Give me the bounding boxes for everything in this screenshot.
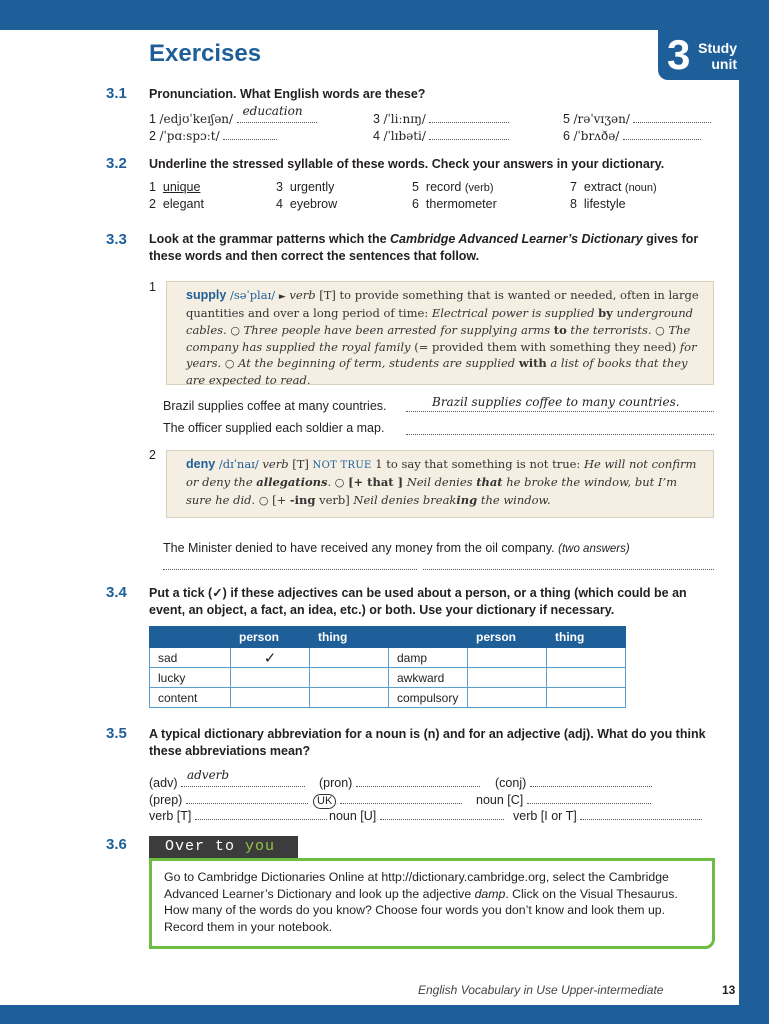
answer-line[interactable] bbox=[423, 556, 714, 570]
handwritten-answer: adverb bbox=[186, 768, 230, 782]
abbrev-item: (prep) bbox=[149, 790, 308, 808]
abbrev-item: (conj) bbox=[495, 773, 652, 791]
tick-cell[interactable] bbox=[231, 688, 310, 708]
exercise-number: 3.1 bbox=[106, 85, 127, 102]
answer-line[interactable] bbox=[380, 806, 504, 820]
bottom-bar bbox=[0, 1005, 769, 1024]
column-header: thing bbox=[547, 627, 626, 648]
over-to-you-heading: Over to you bbox=[149, 836, 298, 858]
pron-item: 2 /ˈpɑːspɔːt/ bbox=[149, 126, 277, 144]
tick-cell[interactable] bbox=[310, 648, 389, 668]
table-row bbox=[150, 688, 626, 708]
answer-line[interactable] bbox=[195, 806, 327, 820]
exercise-number: 3.4 bbox=[106, 584, 127, 601]
pron-item: 3 /ˈliːnɪŋ/ bbox=[373, 109, 509, 127]
dictionary-entry-deny: deny /dɪˈnaɪ/ verb [T] NOT TRUE 1 to say that something is not true: He will not confirm or deny the allegations. ○ [+ that ] Neil denies that he broke the window, but I’m sure he did. ○ [+ -ing verb] Neil denies breaking the window. bbox=[166, 450, 714, 518]
tick-cell[interactable] bbox=[310, 688, 389, 708]
pron-item: 6 /ˈbrʌðə/ bbox=[563, 126, 701, 144]
answer-line[interactable] bbox=[530, 773, 652, 787]
top-bar bbox=[0, 0, 769, 30]
column-header: person bbox=[468, 627, 547, 648]
page-number: 13 bbox=[722, 983, 736, 997]
answer-line[interactable] bbox=[406, 421, 714, 435]
tick-cell[interactable] bbox=[310, 668, 389, 688]
word-item: 7 extract (noun) bbox=[570, 180, 657, 194]
handwritten-answer: education bbox=[242, 104, 303, 118]
exercise-instruction: Look at the grammar patterns which the Cambridge Advanced Learner’s Dictionary gives for these words and then correct the sentences that follow. bbox=[149, 232, 699, 263]
adjective-cell: damp bbox=[389, 648, 468, 668]
exercise-number: 3.6 bbox=[106, 836, 127, 853]
sentence: The officer supplied each soldier a map. bbox=[163, 421, 385, 435]
arrow-icon: ► bbox=[278, 292, 286, 302]
circle-bullet-icon: ○ bbox=[258, 493, 269, 507]
exercise-number: 3.2 bbox=[106, 155, 127, 172]
adjective-cell: content bbox=[150, 688, 231, 708]
word-item: 8 lifestyle bbox=[570, 197, 626, 211]
circled-abbreviation: UK bbox=[313, 794, 336, 809]
answer-line[interactable] bbox=[429, 109, 509, 123]
adjective-table bbox=[149, 626, 626, 708]
abbrev-item: noun [C] bbox=[476, 790, 651, 808]
circle-bullet-icon: ○ bbox=[334, 476, 345, 490]
word-item: 2 elegant bbox=[149, 197, 204, 211]
answer-line[interactable] bbox=[237, 104, 317, 123]
page-title: Exercises bbox=[149, 40, 262, 67]
exercise-instruction: Underline the stressed syllable of these words. Check your answers in your dictionary. bbox=[149, 157, 665, 171]
tick-cell[interactable] bbox=[468, 688, 547, 708]
answer-line[interactable] bbox=[580, 806, 702, 820]
answer-line[interactable] bbox=[633, 109, 711, 123]
sentence: The Minister denied to have received any money from the oil company. (two answers) bbox=[163, 541, 630, 555]
unit-tab bbox=[658, 30, 739, 80]
adjective-cell: compulsory bbox=[389, 688, 468, 708]
headword: deny bbox=[186, 457, 216, 471]
book-title-footer: English Vocabulary in Use Upper-intermediate bbox=[418, 983, 664, 997]
abbrev-item: verb [T] bbox=[149, 806, 327, 824]
entry-number: 2 bbox=[149, 448, 156, 462]
dictionary-entry-supply: supply /səˈplaɪ/ ► verb [T] to provide something that is wanted or needed, often in large quantities and over a long period of time: Electrical power is supplied by underground cables. ○ Three people have been arrested for supplying arms to the terrorists. ○ The company has supplied the royal family (= provided them with something they need) for years. ○ At the beginning of term, students are supplied with a list of books that they are expected to read. bbox=[166, 281, 714, 385]
answer-line[interactable] bbox=[429, 126, 509, 140]
answer-line[interactable] bbox=[527, 790, 651, 804]
exercise-instruction: Put a tick (✓) if these adjectives can be used about a person, or a thing (which could be an event, an object, a fact, an idea, etc.) or both. Use your dictionary if necessary. bbox=[149, 586, 687, 617]
answer-line[interactable] bbox=[356, 773, 480, 787]
answer-line[interactable] bbox=[186, 790, 308, 804]
abbrev-item: (adv) adverb bbox=[149, 773, 305, 791]
word-item: 1 unique bbox=[149, 180, 201, 194]
answer-line[interactable] bbox=[340, 790, 462, 804]
over-to-you-box: Go to Cambridge Dictionaries Online at http://dictionary.cambridge.org, select the Cambridge Advanced Learner’s Dictionary and look up the adjective damp. Click on the Visual Thesaurus. How many of the words do you know? Choose four words you don’t know and look them up. Record them in your notebook. bbox=[149, 858, 715, 949]
tick-cell[interactable] bbox=[231, 668, 310, 688]
answer-line[interactable] bbox=[163, 556, 417, 570]
answer-line[interactable] bbox=[406, 395, 714, 412]
unit-number: 3 bbox=[667, 31, 691, 78]
tick-cell[interactable] bbox=[468, 648, 547, 668]
tick-cell[interactable] bbox=[547, 668, 626, 688]
pron-item: 4 /ˈlɪbəti/ bbox=[373, 126, 509, 144]
abbrev-item: verb [I or T] bbox=[513, 806, 702, 824]
unit-label: Study unit bbox=[698, 40, 737, 72]
tick-cell[interactable] bbox=[547, 648, 626, 668]
abbrev-item: (pron) bbox=[319, 773, 480, 791]
adjective-cell: awkward bbox=[389, 668, 468, 688]
circle-bullet-icon: ○ bbox=[230, 323, 240, 337]
answer-line[interactable] bbox=[623, 126, 701, 140]
adjective-cell: sad bbox=[150, 648, 231, 668]
word-item: 6 thermometer bbox=[412, 197, 497, 211]
tick-cell[interactable] bbox=[468, 668, 547, 688]
tick-cell[interactable]: ✓ bbox=[231, 648, 310, 668]
column-header: person bbox=[231, 627, 310, 648]
handwritten-answer: Brazil supplies coffee to many countries. bbox=[432, 395, 680, 409]
adjective-cell: lucky bbox=[150, 668, 231, 688]
exercise-number: 3.3 bbox=[106, 231, 127, 248]
circle-bullet-icon: ○ bbox=[224, 357, 235, 371]
table-row bbox=[150, 668, 626, 688]
answer-line[interactable] bbox=[223, 126, 277, 140]
word-item: 4 eyebrow bbox=[276, 197, 338, 211]
entry-number: 1 bbox=[149, 280, 156, 294]
word-item: 5 record (verb) bbox=[412, 180, 494, 194]
exercise-instruction: Pronunciation. What English words are these? bbox=[149, 87, 426, 101]
sentence: Brazil supplies coffee at many countries. bbox=[163, 399, 387, 413]
table-row bbox=[150, 648, 626, 668]
tick-cell[interactable] bbox=[547, 688, 626, 708]
abbrev-item: noun [U] bbox=[329, 806, 504, 824]
right-bar bbox=[739, 0, 769, 1024]
exercise-number: 3.5 bbox=[106, 725, 127, 742]
column-header: thing bbox=[310, 627, 389, 648]
word-item: 3 urgently bbox=[276, 180, 335, 194]
headword: supply bbox=[186, 288, 227, 302]
exercise-instruction: A typical dictionary abbreviation for a noun is (n) and for an adjective (adj). What do you think these abbreviations mean? bbox=[149, 727, 706, 758]
pron-item: 5 /rəˈvɪʒən/ bbox=[563, 109, 711, 127]
circle-bullet-icon: ○ bbox=[655, 323, 665, 337]
underlined-syllable: u bbox=[162, 180, 170, 194]
pron-item: 1 /edjʊˈkeɪʃən/ education bbox=[149, 109, 317, 127]
